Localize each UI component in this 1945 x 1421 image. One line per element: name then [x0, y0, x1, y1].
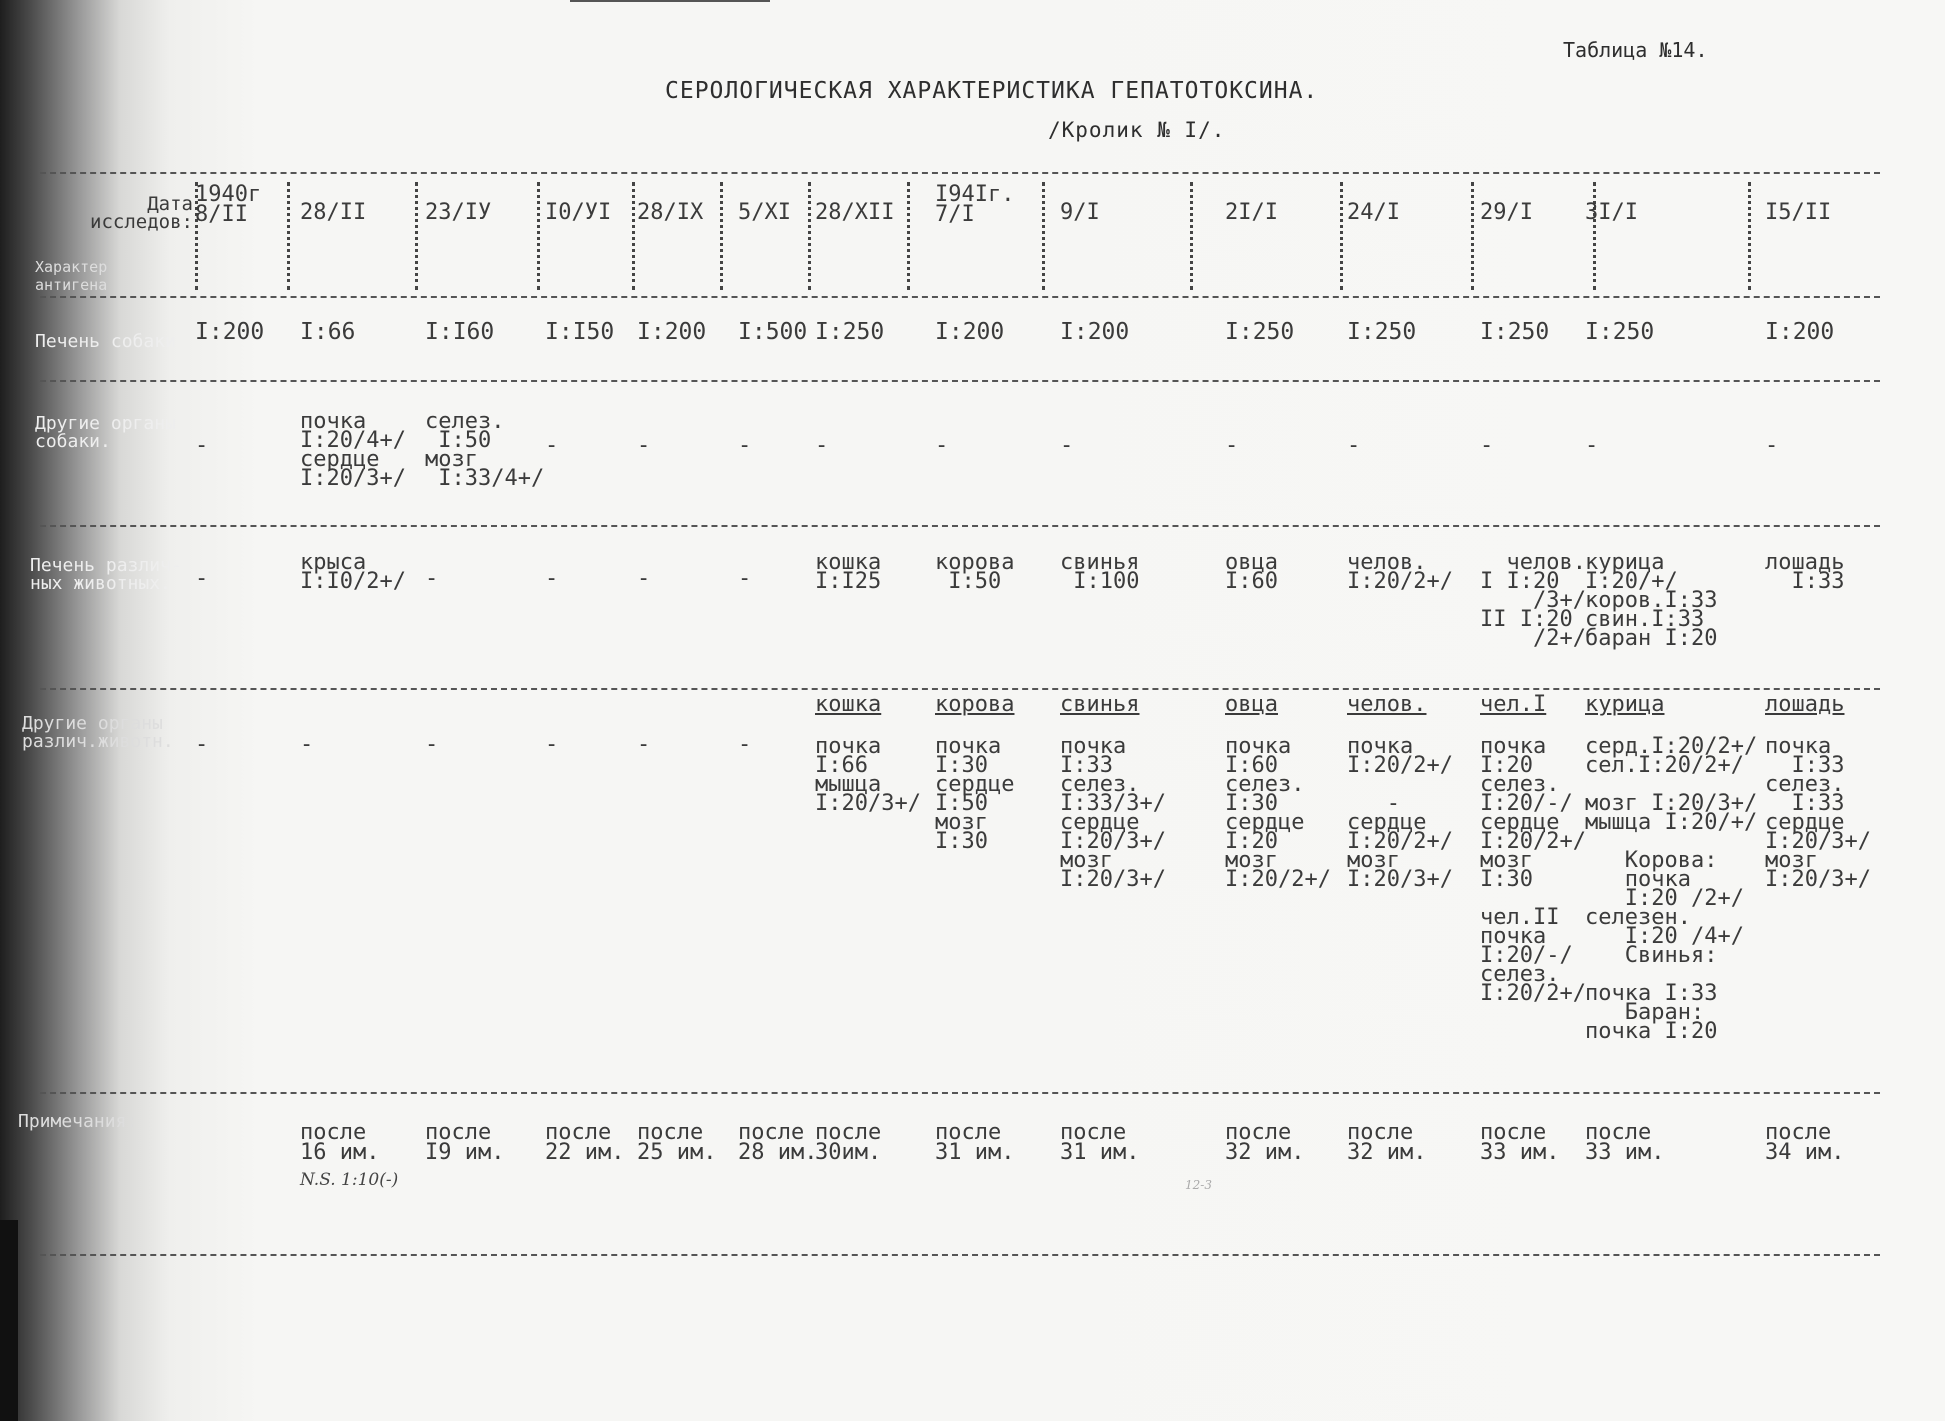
- dog-organs-cell: -: [1585, 433, 1599, 458]
- dog-organs-cell: -: [1480, 433, 1494, 458]
- date-cell: 23/IУ: [425, 200, 492, 225]
- animal-organs-cell: -: [637, 732, 651, 757]
- animal-organs-heading: овца: [1225, 692, 1278, 717]
- animal-organs-cell: -: [738, 732, 752, 757]
- note-cell: после 33 им.: [1480, 1120, 1560, 1165]
- header-divider: [907, 182, 910, 290]
- date-cell: 28/II: [300, 200, 367, 225]
- dog-organs-cell: -: [1060, 433, 1074, 458]
- binding-strip: [0, 1220, 18, 1421]
- animal-organs-cell: серд.I:20/2+/ сел.I:20/2+/ мозг I:20/3+/ мышца I:20/+/ Корова: почка I:20 /2+/ селезен. I:20 /4+/ Свинья: почка I:33 Баран: почка I:20: [1585, 734, 1758, 1044]
- animal-organs-cell: почка I:20 селез. I:20/-/ сердце I:20/2+/ мозг I:30 чел.II почка I:20/-/ селез. I:20/2+/: [1480, 734, 1586, 1006]
- date-cell: 28/XII: [815, 200, 895, 225]
- animal-liver-cell: крыса I:I0/2+/: [300, 550, 406, 594]
- note-cell: после 32 им.: [1347, 1120, 1427, 1165]
- note-cell: после 32 им.: [1225, 1120, 1305, 1165]
- date-cell: I0/УI: [545, 200, 612, 225]
- rule-bottom: [40, 1254, 1880, 1256]
- animal-liver-cell: овца I:60: [1225, 550, 1278, 594]
- dog-organs-cell: -: [738, 433, 752, 458]
- animal-organs-cell: почка I:60 селез. I:30 сердце I:20 мозг I:20/2+/: [1225, 734, 1331, 892]
- animal-organs-cell: почка I:20/2+/ - сердце I:20/2+/ мозг I:20/3+/: [1347, 734, 1453, 892]
- dog-organs-cell: селез. I:50 мозг I:33/4+/: [425, 409, 545, 491]
- dog-liver-cell: I:500: [738, 319, 808, 345]
- dog-liver-cell: I:250: [1480, 319, 1550, 345]
- dog-organs-cell: -: [815, 433, 829, 458]
- animal-organs-cell: почка I:66 мышца I:20/3+/: [815, 734, 921, 816]
- date-cell: 29/I: [1480, 200, 1533, 225]
- dog-organs-cell: -: [195, 433, 209, 458]
- row-label-dog-organs: Другие органы собаки.: [35, 413, 176, 452]
- date-cell: 3I/I: [1585, 200, 1638, 225]
- date-cell: 9/I: [1060, 200, 1100, 225]
- dog-organs-cell: -: [637, 433, 651, 458]
- dog-liver-cell: I:200: [195, 319, 265, 345]
- rule-row1: [40, 380, 1880, 382]
- animal-organs-heading: корова: [935, 692, 1015, 717]
- animal-liver-cell: -: [195, 566, 209, 591]
- dog-liver-cell: I:250: [815, 319, 885, 345]
- animal-liver-cell: кошка I:I25: [815, 550, 882, 594]
- dog-liver-cell: I:250: [1585, 319, 1655, 345]
- header-divider: [415, 182, 418, 290]
- note-cell: после 28 им.: [738, 1120, 818, 1165]
- header-divider: [537, 182, 540, 290]
- handwritten-note: N.S. 1:10(-): [300, 1170, 399, 1190]
- dog-organs-cell: -: [935, 433, 949, 458]
- animal-organs-cell: -: [195, 732, 209, 757]
- header-divider: [1748, 182, 1751, 290]
- header-divider: [1042, 182, 1045, 290]
- header-divider: [808, 182, 811, 290]
- rule-top: [40, 172, 1880, 174]
- dog-organs-cell: -: [1347, 433, 1361, 458]
- dog-organs-cell: почка I:20/4+/ сердце I:20/3+/: [300, 409, 406, 491]
- date-cell: I5/II: [1765, 200, 1832, 225]
- note-cell: после 31 им.: [935, 1120, 1015, 1165]
- dog-liver-cell: I:200: [935, 319, 1005, 345]
- animal-organs-cell: -: [425, 732, 439, 757]
- note-cell: после 25 им.: [637, 1120, 717, 1165]
- animal-organs-heading: кошка: [815, 692, 882, 717]
- page-title: СЕРОЛОГИЧЕСКАЯ ХАРАКТЕРИСТИКА ГЕПАТОТОКСИНА.: [665, 78, 1319, 104]
- dog-organs-cell: -: [1765, 433, 1779, 458]
- note-cell: после 33 им.: [1585, 1120, 1665, 1165]
- animal-organs-cell: почка I:30 сердце I:50 мозг I:30: [935, 734, 1015, 854]
- animal-organs-heading: свинья: [1060, 692, 1140, 717]
- row-label-dog-liver: Печень собаки: [35, 331, 176, 352]
- date-cell: I94Iг. 7/I: [935, 182, 1015, 227]
- header-divider: [632, 182, 635, 290]
- header-divider: [1471, 182, 1474, 290]
- animal-liver-cell: челов. I:20/2+/: [1347, 550, 1453, 594]
- animal-organs-cell: -: [545, 732, 559, 757]
- date-cell: 28/IX: [637, 200, 704, 225]
- corner-antigen-label: Характер антигена: [35, 258, 108, 294]
- row-label-notes: Примечания:: [18, 1111, 138, 1132]
- header-divider: [1593, 182, 1596, 290]
- top-edge-line: [570, 0, 770, 2]
- dog-liver-cell: I:200: [1765, 319, 1835, 345]
- animal-liver-cell: курица I:20/+/ коров.I:33 свин.I:33 баран I:20: [1585, 550, 1718, 651]
- rule-header: [40, 296, 1880, 298]
- page-subtitle: /Кролик № I/.: [1048, 118, 1226, 142]
- row-label-animal-liver: Печень различ- ных животных.: [30, 555, 182, 594]
- rule-row2: [40, 525, 1880, 527]
- animal-liver-cell: корова I:50: [935, 550, 1015, 594]
- animal-liver-cell: -: [545, 566, 559, 591]
- header-divider: [720, 182, 723, 290]
- row-label-animal-organs: Другие органы различ.животн.: [22, 713, 174, 752]
- header-divider: [1190, 182, 1193, 290]
- note-cell: после 31 им.: [1060, 1120, 1140, 1165]
- dog-organs-cell: -: [1225, 433, 1239, 458]
- animal-organs-heading: челов.: [1347, 692, 1427, 717]
- corner-date-label: Дата исследов:: [90, 193, 193, 233]
- date-cell: 2I/I: [1225, 200, 1278, 225]
- animal-liver-cell: -: [637, 566, 651, 591]
- note-cell: после 16 им.: [300, 1120, 380, 1165]
- dog-liver-cell: I:I50: [545, 319, 615, 345]
- dog-liver-cell: I:66: [300, 319, 356, 345]
- animal-liver-cell: лошадь I:33: [1765, 550, 1845, 594]
- note-cell: после I9 им.: [425, 1120, 505, 1165]
- date-cell: 1940г 8/II: [195, 182, 262, 227]
- margin-mark: 12-3: [1185, 1178, 1212, 1192]
- animal-liver-cell: свинья I:100: [1060, 550, 1140, 594]
- animal-organs-cell: почка I:33 селез. I:33 сердце I:20/3+/ мозг I:20/3+/: [1765, 734, 1871, 892]
- header-divider: [287, 182, 290, 290]
- rule-row3: [40, 688, 1880, 690]
- note-cell: после 22 им.: [545, 1120, 625, 1165]
- animal-liver-cell: -: [425, 566, 439, 591]
- dog-liver-cell: I:200: [1060, 319, 1130, 345]
- note-cell: после 34 им.: [1765, 1120, 1845, 1165]
- date-cell: 5/XI: [738, 200, 791, 225]
- dog-organs-cell: -: [545, 433, 559, 458]
- animal-organs-heading: курица: [1585, 692, 1665, 717]
- note-cell: после 30им.: [815, 1120, 882, 1165]
- rule-row4: [40, 1092, 1880, 1094]
- dog-liver-cell: I:I60: [425, 319, 495, 345]
- table-number: Таблица №14.: [1563, 38, 1708, 62]
- animal-liver-cell: -: [738, 566, 752, 591]
- dog-liver-cell: I:250: [1347, 319, 1417, 345]
- date-cell: 24/I: [1347, 200, 1400, 225]
- animal-organs-cell: -: [300, 732, 314, 757]
- animal-organs-heading: чел.I: [1480, 692, 1547, 717]
- header-divider: [1340, 182, 1343, 290]
- animal-organs-cell: почка I:33 селез. I:33/3+/ сердце I:20/3+/ мозг I:20/3+/: [1060, 734, 1166, 892]
- dog-liver-cell: I:200: [637, 319, 707, 345]
- animal-organs-heading: лошадь: [1765, 692, 1845, 717]
- animal-liver-cell: челов. I I:20 /3+/ II I:20 /2+/: [1480, 550, 1586, 651]
- dog-liver-cell: I:250: [1225, 319, 1295, 345]
